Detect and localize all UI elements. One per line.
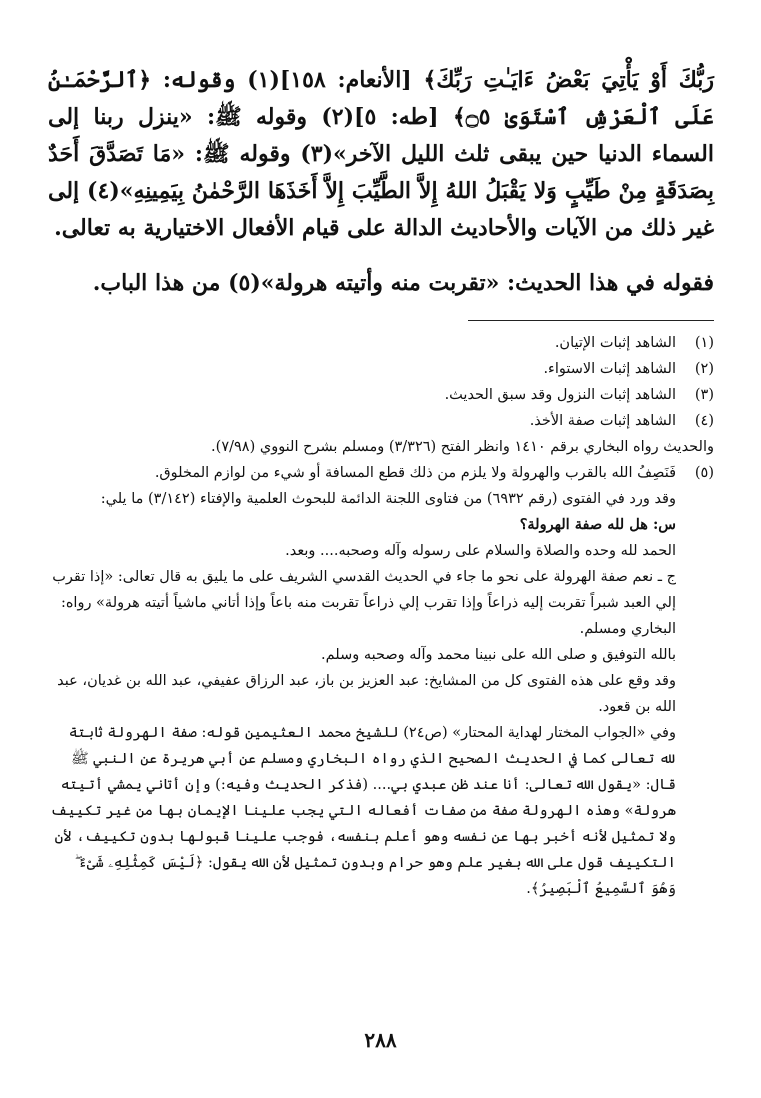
footnote-4 bbox=[48, 408, 714, 434]
fatwa-praise: الحمد لله وحده والصلاة والسلام على رسوله وآله وصحبه.... وبعد. bbox=[285, 543, 676, 559]
footnote-text: فَنَصِفُ الله بالقرب والهرولة ولا يلزم من ذلك قطع المسافة أو شيء من لوازم المخلوق. bbox=[154, 465, 676, 481]
fatwa-closing: بالله التوفيق و صلى الله على نبينا محمد وآله وصحبه وسلم. bbox=[321, 647, 676, 663]
page-number: ٢٨٨ bbox=[364, 1028, 397, 1052]
footnote-text: الشاهد إثبات الإتيان. bbox=[554, 335, 676, 351]
fatwa-answer: ج ـ نعم صفة الهرولة على نحو ما جاء في الحديث القدسي الشريف على ما يليق به قال تعالى: «إذا تقرب إلي العبد شبراً تقربت إليه ذراعاً وإذا تقرب إلي ذراعاً تقربت منه باعاً وإذا أتاني ماشياً أتيته هرولة» رواه: البخاري ومسلم. bbox=[52, 569, 676, 637]
footnote-number: (٣) bbox=[694, 387, 714, 403]
footnote-1 bbox=[48, 330, 714, 356]
fatwa-signatories: وقد وقع على هذه الفتوى كل من المشايخ: عبد العزيز بن باز، عبد الرزاق عفيفي، عبد الله بن غديان، عبد الله بن قعود. bbox=[57, 673, 676, 715]
footnote-number: (١) bbox=[694, 335, 714, 351]
footnote-number: (٤) bbox=[694, 413, 714, 429]
footnote-number: (٢) bbox=[694, 361, 714, 377]
footnote-3 bbox=[48, 382, 714, 408]
footnote-4-hadith-source: والحديث رواه البخاري برقم ١٤١٠ وانظر الفتح (٣/٣٢٦) ومسلم بشرح النووي (٧/٩٨). bbox=[211, 439, 714, 455]
fatwa-intro: وقد ورد في الفتوى (رقم ٦٩٣٢) من فتاوى اللجنة الدائمة للبحوث العلمية والإفتاء (٣/١٤٢) ما يلي: bbox=[100, 491, 676, 507]
conclusion-line: فقوله في هذا الحديث: «تقربت منه وأتيته هرولة»(٥) من هذا الباب. bbox=[92, 270, 714, 296]
footnote-text: الشاهد إثبات الاستواء. bbox=[543, 361, 676, 377]
footnote-text: الشاهد إثبات النزول وقد سبق الحديث. bbox=[444, 387, 676, 403]
footnote-5 bbox=[48, 460, 714, 486]
footnote-separator bbox=[468, 320, 714, 321]
uthaymeen-quote: وفي «الجواب المختار لهداية المحتار» (ص٢٤) للشيخ محمد العثيمين قوله: صفة الهرولة ثابتة لله تعالى كما في الحديث الصحيح الذي رواه البخاري ومسلم عن أبي هريرة عن النبي ﷺ قال: «يقول الله تعالى: أنا عند ظن عبدي بي.... (فذكر الحديث وفيه:) وإن أتاني يمشي أتيته هرولة» وهذه الهرولة صفة من صفات أفعاله التي يجب علينا الإيمان بها من غير تكييف ولا تمثيل لأنه أخبر بها عن نفسه وهو أعلم بنفسه، فوجب علينا قبولها بدون تكييف، لأن التكييف قول على الله بغير علم وهو حرام وبدون تمثيل لأن الله يقول: ﴿لَيْسَ كَمِثْلِهِۦ شَىْءٌ ۖ وَهُوَ ٱلسَّمِيعُ ٱلْبَصِيرُ﴾. bbox=[50, 725, 676, 897]
footnotes bbox=[48, 330, 714, 902]
footnote-text: الشاهد إثبات صفة الأخذ. bbox=[529, 413, 676, 429]
footnote-2 bbox=[48, 356, 714, 382]
footnote-number: (٥) bbox=[694, 465, 714, 481]
main-paragraph: رَبُّكَ أَوْ يَأْتِيَ بَعْضُ ءَايَـٰتِ رَبِّكَ﴾ [الأنعام: ١٥٨](١) وقوله: ﴿ٱلرَّحْمَـٰنُ عَلَى ٱلْعَرْشِ ٱسْتَوَىٰ ۝٥﴾ [طه: ٥](٢) وقوله ﷺ: «ينزل ربنا إلى السماء الدنيا حين يبقى ثلث الليل الآخر»(٣) وقوله ﷺ: «مَا تَصَدَّقَ أَحَدٌ بِصَدَقَةٍ مِنْ طَيِّبٍ وَلا يَقْبَلُ اللهُ إِلاَّ الطَّيِّبَ إِلاَّ أَخَذَهَا الرَّحْمٰنُ بِيَمِينِهِ»(٤) إلى غير ذلك من الآيات والأحاديث الدالة على قيام الأفعال الاختيارية به تعالى. bbox=[48, 67, 714, 241]
fatwa-question: س: هل لله صفة الهرولة؟ bbox=[519, 516, 676, 533]
